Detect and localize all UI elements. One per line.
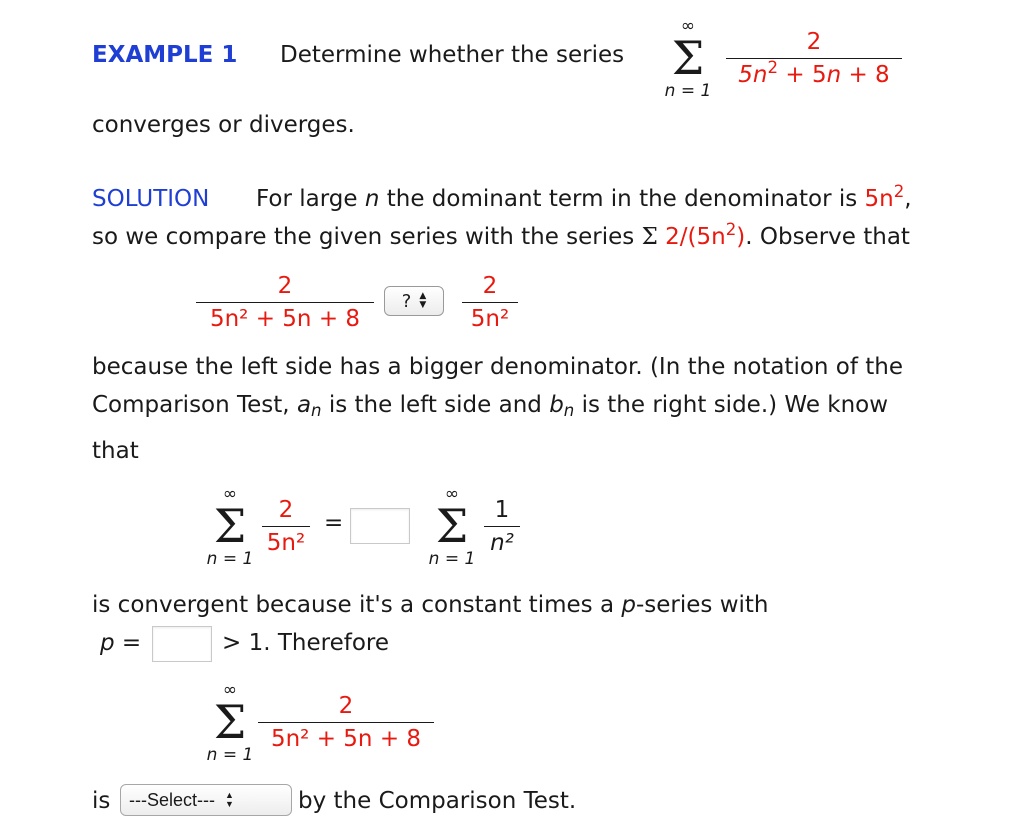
conclusion-is: is [92, 788, 111, 814]
explanation-line-1: because the left side has a bigger denominator. (In the notation of the [92, 354, 904, 380]
fraction-denominator: 5n² + 5n + 8 [209, 306, 361, 332]
constant-input[interactable] [350, 508, 410, 544]
sum-2-sigma: ∞ Σ n = 1 [422, 486, 482, 569]
comparison-left-fraction [196, 272, 374, 333]
example-label: EXAMPLE 1 [92, 42, 238, 68]
series-main-sigma [658, 18, 718, 101]
sigma-icon: Σ [671, 31, 705, 85]
fraction-bar [462, 302, 518, 303]
solution-label: SOLUTION [92, 186, 210, 212]
comparison-select[interactable] [384, 286, 444, 316]
fraction-bar [726, 58, 902, 59]
fraction-numerator: 2 [277, 273, 293, 299]
conclusion-tail: by the Comparison Test. [298, 788, 577, 814]
updown-arrow-icon: ▲ ▼ [419, 291, 427, 310]
fraction-numerator: 2 [806, 29, 822, 55]
fraction-numerator: 2 [482, 273, 498, 299]
explanation-line-3: that [92, 438, 139, 464]
comparison-select-value: ? [401, 290, 412, 312]
series-final-fraction: 2 5n² + 5n + 8 [258, 692, 434, 753]
p-value-input[interactable] [152, 626, 212, 662]
fraction-denominator: $5n^2 + 5n + 8$ [738, 57, 890, 88]
explanation-line-2: Comparison Test, $a_n$ is the left side and $b_n$ is the right side.) We know [92, 392, 889, 421]
fraction-bar [196, 302, 374, 303]
sigma-icon: Σ [435, 499, 469, 553]
p-label: p = [100, 630, 142, 656]
sum-1-fraction: 2 5n² [262, 496, 310, 557]
example-continuation: converges or diverges. [92, 112, 355, 138]
sum-1-sigma: ∞ Σ n = 1 [200, 486, 260, 569]
solution-line-2: so we compare the given series with the series Σ $2/(5n^2)$. Observe that [92, 219, 910, 250]
sigma-upper-limit: ∞ [680, 16, 696, 36]
fraction-denominator: 5n² [470, 306, 510, 332]
sigma-lower-limit: n = 1 [664, 81, 712, 101]
convergence-select[interactable] [120, 784, 292, 816]
pseries-tail: > 1. Therefore [222, 630, 389, 656]
comparison-right-fraction [462, 272, 518, 333]
updown-arrow-icon: ▲ ▼ [225, 790, 234, 809]
convergence-select-value: ---Select--- [129, 789, 215, 810]
sigma-icon: Σ [213, 499, 247, 553]
sigma-inline-icon: Σ [641, 224, 658, 250]
solution-line-1: For large n the dominant term in the denominator is $5n^2$, [256, 181, 912, 212]
pseries-line: is convergent because it's a constant times a p-series with [92, 592, 769, 618]
series-final-sigma: ∞ Σ n = 1 [200, 682, 260, 765]
sum-2-fraction: 1 n² [484, 496, 520, 557]
equals-sign: = [324, 510, 344, 536]
example-prompt: Determine whether the series [280, 42, 625, 68]
series-main-fraction [726, 28, 902, 89]
sigma-icon: Σ [213, 695, 247, 749]
